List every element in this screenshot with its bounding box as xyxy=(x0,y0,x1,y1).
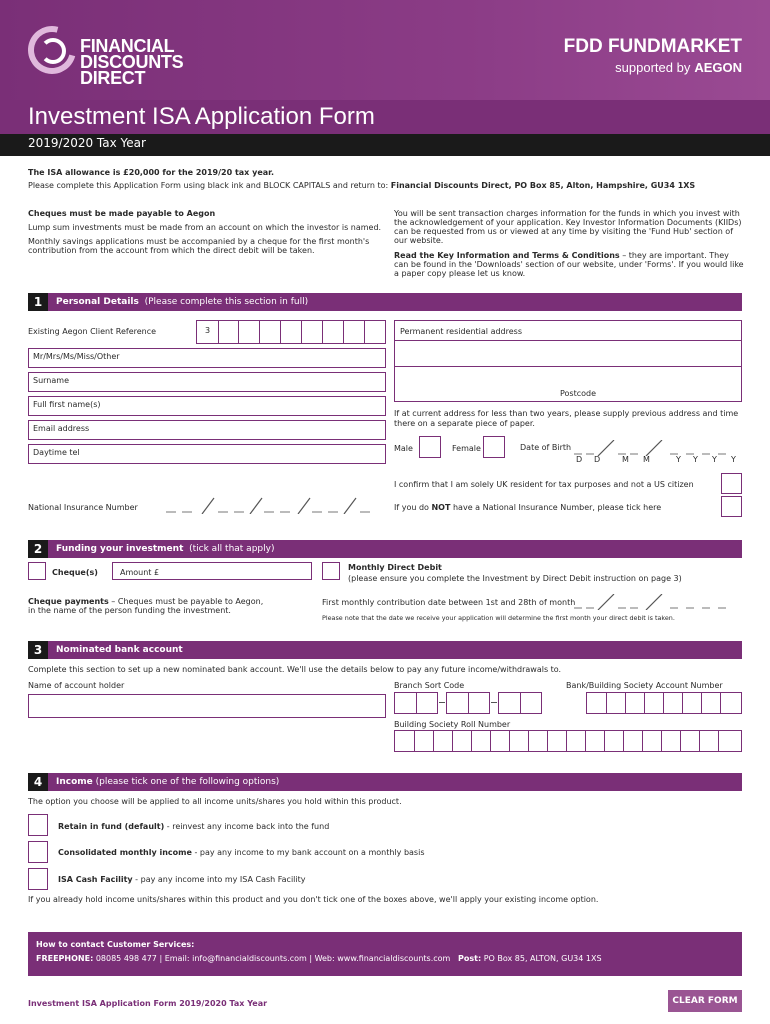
monthly-income-label xyxy=(58,848,425,858)
no-ni-text xyxy=(394,503,661,513)
no-ni-bold: NOT xyxy=(431,503,451,512)
account-holder-label: Name of account holder xyxy=(28,681,125,690)
dob-letter-y: Y xyxy=(712,455,717,464)
female-checkbox[interactable] xyxy=(483,436,505,458)
contact-details xyxy=(36,954,602,964)
client-ref-label: Existing Aegon Client Reference xyxy=(28,327,157,336)
daytime-tel-field[interactable] xyxy=(28,444,386,464)
daytime-tel-label: Daytime tel xyxy=(33,448,80,457)
section-4-note: (please tick one of the following options) xyxy=(95,777,280,787)
section-4-heading: Income xyxy=(56,777,93,787)
dob-letter-y: Y xyxy=(676,455,681,464)
monthly-income-bold: Consolidated monthly income xyxy=(58,848,192,857)
dob-letter-m: M xyxy=(622,455,629,464)
section-4-title xyxy=(56,773,279,791)
account-number-field[interactable] xyxy=(586,692,742,714)
email-label: Email address xyxy=(33,424,90,433)
section-1-note: (Please complete this section in full) xyxy=(144,297,309,307)
amount-label: Amount £ xyxy=(120,568,160,577)
section-3-number: 3 xyxy=(28,641,48,659)
instructions-text: Please complete this Application Form using black ink and BLOCK CAPITALS and return to: xyxy=(28,181,391,190)
first-contribution-field[interactable] xyxy=(574,594,742,610)
read-kid-2: can be found in the 'Downloads' section of our website, under 'Forms'. If you would like xyxy=(394,260,744,269)
return-address: Financial Discounts Direct, PO Box 85, Alton, Hampshire, GU34 1XS xyxy=(390,181,696,190)
section-1-number: 1 xyxy=(28,293,48,311)
email-web: | Email: info@financialdiscounts.com | Web: www.financialdiscounts.com xyxy=(156,954,451,963)
cheque-label: Cheque(s) xyxy=(52,568,98,577)
male-checkbox[interactable] xyxy=(419,436,441,458)
uk-resident-text: I confirm that I am solely UK resident for tax purposes and not a US citizen xyxy=(394,480,694,489)
roll-number-field[interactable] xyxy=(394,730,742,752)
dob-separators xyxy=(574,440,742,456)
supported-by-text: supported by xyxy=(615,60,691,75)
section-4-intro: The option you choose will be applied to all income units/shares you hold within this product. xyxy=(28,797,402,806)
fundmarket-logo: FDD FUNDMARKET xyxy=(563,36,742,57)
monthly-income-checkbox[interactable] xyxy=(28,841,48,863)
monthly-text-1: Monthly savings applications must be accompanied by a cheque for the first month's xyxy=(28,237,370,246)
retain-in-fund-rest: - reinvest any income back into the fund xyxy=(164,822,330,831)
female-label: Female xyxy=(452,444,481,453)
first-names-label: Full first name(s) xyxy=(33,400,101,409)
surname-label: Surname xyxy=(33,376,69,385)
section-2-title xyxy=(56,540,274,558)
isa-cash-rest: - pay any income into my ISA Cash Facility xyxy=(132,875,306,884)
sort-code-field[interactable] xyxy=(394,692,542,714)
direct-debit-label: Monthly Direct Debit xyxy=(348,563,442,572)
contribution-separators xyxy=(574,594,742,610)
charges-text-1: You will be sent transaction charges information for the funds in which you invest with xyxy=(394,209,740,218)
read-kid-rest: – they are important. They xyxy=(619,251,729,260)
freephone-label: FREEPHONE: xyxy=(36,954,94,963)
male-label: Male xyxy=(394,444,413,453)
form-name: Investment ISA Application Form 2019/2020 Tax Year xyxy=(28,999,268,1008)
section-2-note: (tick all that apply) xyxy=(189,544,275,554)
logo-inner-icon xyxy=(40,38,66,64)
section-3-intro: Complete this section to set up a new nominated bank account. We'll use the details below to pay any future income/withdrawals to. xyxy=(28,665,562,674)
read-kid-bold: Read the Key Information and Terms & Conditions xyxy=(394,251,620,260)
ni-number-field[interactable] xyxy=(164,496,376,514)
dob-letter-y: Y xyxy=(693,455,698,464)
read-kid-3: a paper copy please let us know. xyxy=(394,269,526,278)
surname-field[interactable] xyxy=(28,372,386,392)
dob-letter-d: D xyxy=(576,455,583,464)
existing-option-text: If you already hold income units/shares within this product and you don't tick one of the boxes above, we'll apply your existing income option. xyxy=(28,895,599,904)
section-3-heading: Nominated bank account xyxy=(56,645,183,655)
page-title: Investment ISA Application Form xyxy=(28,103,375,130)
no-ni-checkbox[interactable] xyxy=(721,496,742,517)
cheque-checkbox[interactable] xyxy=(28,562,46,580)
lump-sum-text: Lump sum investments must be made from an account on which the investor is named. xyxy=(28,223,382,232)
cheque-payments-rest: – Cheques must be payable to Aegon, xyxy=(108,597,264,606)
dob-letter-d: D xyxy=(594,455,601,464)
direct-debit-checkbox[interactable] xyxy=(322,562,340,580)
no-ni-text-2: have a National Insurance Number, please tick here xyxy=(450,503,662,512)
charges-text-4: our website. xyxy=(394,236,444,245)
prev-address-1: If at current address for less than two years, please supply previous address and time xyxy=(394,409,739,418)
section-1-heading: Personal Details xyxy=(56,297,139,307)
sort-code-label: Branch Sort Code xyxy=(394,681,465,690)
post-address: PO Box 85, ALTON, GU34 1XS xyxy=(481,954,602,963)
uk-resident-checkbox[interactable] xyxy=(721,473,742,494)
note-date: Please note that the date we receive your application will determine the first month your direct debit is taken. xyxy=(322,614,675,622)
isa-cash-bold: ISA Cash Facility xyxy=(58,875,133,884)
dob-label: Date of Birth xyxy=(520,443,572,452)
dob-letter-y: Y xyxy=(731,455,736,464)
freephone-number: 08085 498 477 xyxy=(93,954,157,963)
address-line xyxy=(394,366,742,367)
isa-cash-checkbox[interactable] xyxy=(28,868,48,890)
address-label: Permanent residential address xyxy=(400,327,522,336)
clear-form-button[interactable]: CLEAR FORM xyxy=(668,990,742,1012)
account-number-label: Bank/Building Society Account Number xyxy=(566,681,723,690)
section-3-title xyxy=(56,641,183,659)
cheque-payments-bold: Cheque payments xyxy=(28,597,109,606)
ni-separators xyxy=(164,496,376,514)
charges-text-2: the acknowledgement of your application. Key Investor Information Documents (KIIDs) xyxy=(394,218,742,227)
first-contribution-label: First monthly contribution date between 1st and 28th of month xyxy=(322,598,576,607)
logo-line-1: FINANCIAL xyxy=(80,36,175,56)
supported-by xyxy=(615,60,742,75)
address-line xyxy=(394,340,742,341)
aegon-logo: AEGON xyxy=(694,60,742,75)
section-4-number: 4 xyxy=(28,773,48,791)
account-holder-field[interactable] xyxy=(28,694,386,718)
roll-number-label: Building Society Roll Number xyxy=(394,720,511,729)
charges-text-3: can be requested from us or viewed at any time by visiting the 'Fund Hub' section of xyxy=(394,227,734,236)
monthly-text-2: contribution from the account from which the direct debit will be taken. xyxy=(28,246,315,255)
logo-line-2: DISCOUNTS xyxy=(80,52,184,72)
allowance-text: The ISA allowance is £20,000 for the 2019/20 tax year. xyxy=(28,168,274,177)
postcode-label: Postcode xyxy=(560,389,597,398)
dob-field[interactable] xyxy=(574,440,742,456)
title-field-label: Mr/Mrs/Ms/Miss/Other xyxy=(33,352,120,361)
dob-letter-m: M xyxy=(643,455,650,464)
section-2-number: 2 xyxy=(28,540,48,558)
tax-year: 2019/2020 Tax Year xyxy=(28,136,146,150)
cheques-heading: Cheques must be made payable to Aegon xyxy=(28,209,216,218)
monthly-income-rest: - pay any income to my bank account on a monthly basis xyxy=(191,848,425,857)
retain-in-fund-label xyxy=(58,822,329,832)
retain-in-fund-bold: Retain in fund (default) xyxy=(58,822,165,831)
no-ni-text-1: If you do xyxy=(394,503,432,512)
ni-number-label: National Insurance Number xyxy=(28,503,138,512)
retain-in-fund-checkbox[interactable] xyxy=(28,814,48,836)
post-label: Post: xyxy=(458,954,482,963)
client-ref-prefix: 3 xyxy=(205,326,211,335)
client-ref-cells xyxy=(218,320,386,344)
instructions xyxy=(28,181,695,191)
section-2-heading: Funding your investment xyxy=(56,544,184,554)
section-1-title xyxy=(56,293,308,311)
direct-debit-note: (please ensure you complete the Investment by Direct Debit instruction on page 3) xyxy=(348,574,682,583)
cheque-payments-text-2: in the name of the person funding the investment. xyxy=(28,606,231,615)
contact-heading: How to contact Customer Services: xyxy=(36,940,195,949)
company-logo xyxy=(80,38,183,86)
prev-address-2: there on a separate piece of paper. xyxy=(394,419,535,428)
logo-line-3: DIRECT xyxy=(80,68,146,88)
isa-cash-label xyxy=(58,875,305,885)
